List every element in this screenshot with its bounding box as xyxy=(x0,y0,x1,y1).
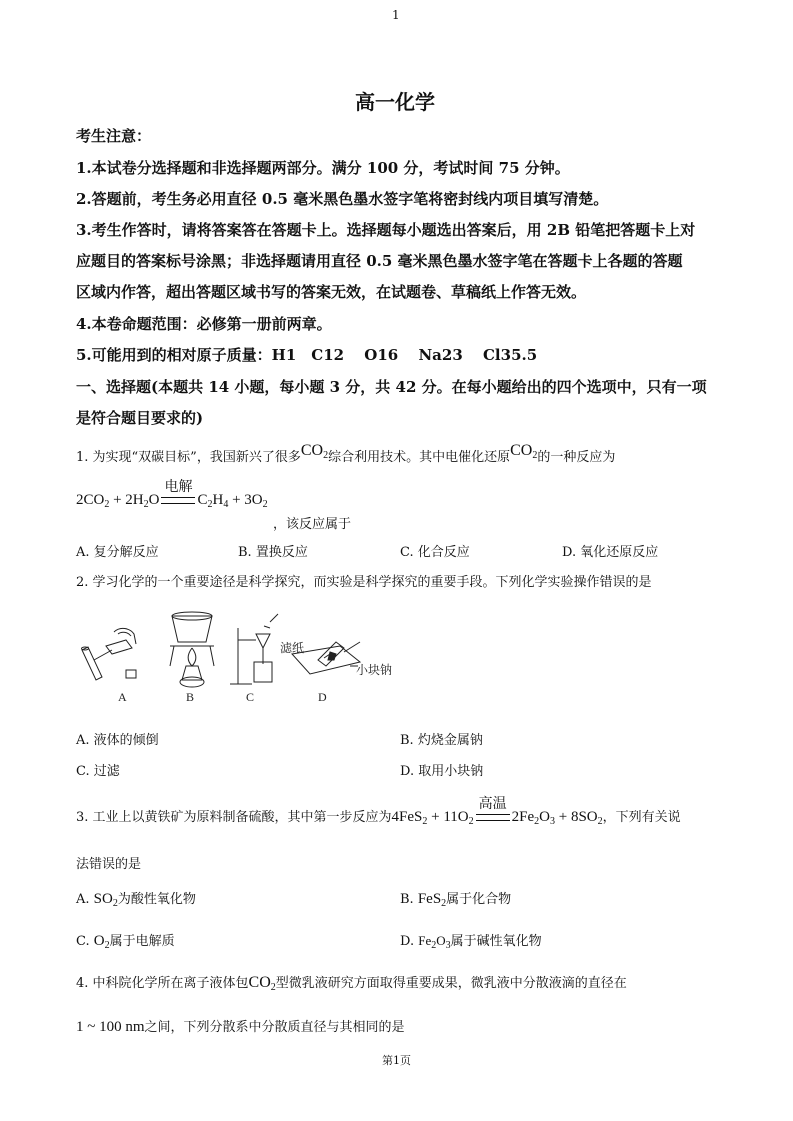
size-range: 1 ~ 100 nm xyxy=(76,1019,145,1035)
lab-operations-figure xyxy=(74,604,414,708)
page-title: 高一化学 xyxy=(355,90,435,114)
q2-option-a: A. 液体的倾倒 xyxy=(76,733,159,748)
question-3-stem-cont: 法错误的是 xyxy=(76,857,142,872)
figure-label-c: C xyxy=(246,690,255,704)
notice-heading: 考生注意： xyxy=(76,127,152,145)
notice-line: 应题目的答案标号涂黑；非选择题请用直径 0.5 毫米黑色墨水签字笔在答题卡上各题的答题 xyxy=(76,252,683,270)
equation-condition: 电解 xyxy=(164,480,193,495)
q3-option-a: A. $SO_2$为酸性氧化物 xyxy=(76,891,196,909)
figure-label-d: D xyxy=(318,690,327,704)
q2-option-b: B. 灼烧金属钠 xyxy=(400,733,483,748)
notice-line: 2.答题前，考生务必用直径 0.5 毫米黑色墨水签字笔将密封线内项目填写清楚。 xyxy=(76,190,609,208)
q3-option-b: B. FeS$_2$属于化合物 xyxy=(400,891,512,909)
question-2-stem: 2. 学习化学的一个重要途径是科学探究，而实验是科学探究的重要手段。下列化学实验操作错误的是 xyxy=(76,575,652,590)
q3-option-c: C. $O_2$属于电解质 xyxy=(76,933,175,951)
question-4-stem-cont: 1 ~ 100 nm之间，下列分散系中分散质直径与其相同的是 xyxy=(76,1019,405,1035)
q3-option-d: D. $Fe_2O_3$属于碱性氧化物 xyxy=(400,933,542,951)
figure-label-a: A xyxy=(118,690,127,704)
q2-option-d: D. 取用小块钠 xyxy=(400,764,484,779)
question-1-equation: $2CO_2 + 2H_2O$ 电解 $C_2H_4 + 3O_2$ xyxy=(76,492,268,509)
notice-line: 4.本卷命题范围：必修第一册前两章。 xyxy=(76,315,332,333)
figure-text-sodium: 小块钠 xyxy=(356,663,393,677)
figure-text-filter-paper: 滤纸 xyxy=(280,641,305,655)
question-1-stem: 1. 为实现“双碳目标”，我国新兴了很多$CO_2$综合利用技术。其中电催化还原$CO_2$的一种反应为 xyxy=(76,442,616,465)
q1-option-c: C. 化合反应 xyxy=(400,545,470,560)
q1-option-b: B. 置换反应 xyxy=(238,545,308,560)
section-heading: 是符合题目要求的) xyxy=(76,409,204,427)
section-heading: 一、选择题(本题共 14 小题，每小题 3 分，共 42 分。在每小题给出的四个选项中，只有一项 xyxy=(76,378,707,396)
notice-line: 区域内作答，超出答题区域书写的答案无效，在试题卷、草稿纸上作答无效。 xyxy=(76,283,587,301)
q1-option-a: A. 复分解反应 xyxy=(76,545,159,560)
equation-condition: 高温 xyxy=(478,797,507,812)
question-4-stem: 4. 中科院化学所在离子液体包$CO_2$型微乳液研究方面取得重要成果，微乳液中分散液滴的直径在 xyxy=(76,974,627,993)
notice-line: 5.可能用到的相对原子质量：H1 C12 O16 Na23 Cl35.5 xyxy=(76,346,538,364)
q2-option-c: C. 过滤 xyxy=(76,764,120,779)
notice-line: 3.考生作答时，请将答案答在答题卡上。选择题每小题选出答案后，用 2B 铅笔把答题卡上对 xyxy=(76,221,696,239)
figure-c-filtration xyxy=(230,614,278,684)
notice-line: 1.本试卷分选择题和非选择题两部分。满分 100 分，考试时间 75 分钟。 xyxy=(76,159,570,177)
question-1-tail: ，该反应属于 xyxy=(273,517,352,532)
figure-b-crucible-burner xyxy=(170,612,214,687)
figure-a-pouring xyxy=(82,628,137,680)
question-3-stem: 3. 工业上以黄铁矿为原料制备硫酸，其中第一步反应为$4FeS_2 + 11O_2$ 高温 $2Fe_2O_3 + 8SO_2$，下列有关说 xyxy=(76,806,681,826)
q1-option-d: D. 氧化还原反应 xyxy=(562,545,659,560)
page-footer: 第1页 xyxy=(382,1054,411,1067)
figure-label-b: B xyxy=(186,690,195,704)
page-top-number: 1 xyxy=(392,8,400,22)
